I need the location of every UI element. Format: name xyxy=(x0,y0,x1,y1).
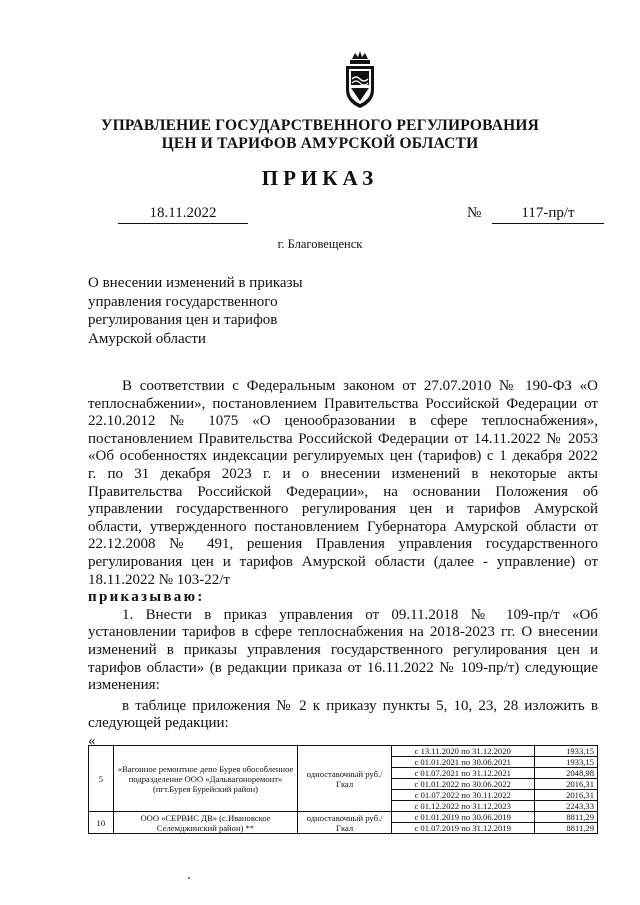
preamble-line: постановлением Правительства Российской Федерации от 14.11.2022 № 2053 xyxy=(88,430,598,447)
organization-name-line-2: ЦЕН И ТАРИФОВ АМУРСКОЙ ОБЛАСТИ xyxy=(161,135,479,152)
preamble-line: теплоснабжении», постановлением Правительства Российской Федерации от xyxy=(88,395,598,412)
subject-line: регулирования цен и тарифов xyxy=(88,312,278,328)
tariff-value-cell: 2016,31 xyxy=(534,779,597,790)
item-1-line: изменений в приказы управления государственного регулирования цен и xyxy=(88,641,598,658)
city-name: г. Благовещенск xyxy=(277,237,363,251)
preamble-line: 22.10.2012 № 1075 «О ценообразовании в сфере теплоснабжения», xyxy=(88,413,598,430)
number-sign: № xyxy=(467,205,482,221)
subject-line: О внесении изменений в приказы xyxy=(88,275,303,291)
period-cell: с 01.07.2021 по 31.12.2021 xyxy=(391,768,534,779)
tariff-type-cell: одноставочный руб./Гкал xyxy=(298,746,391,812)
tariffs-table xyxy=(88,745,598,834)
preamble-line: управлении государственного регулирования цен и тарифов Амурской xyxy=(88,501,598,518)
preamble-line: области, утвержденного постановлением Губернатора Амурской области от xyxy=(88,518,598,535)
document-type-title: ПРИКАЗ xyxy=(261,166,379,190)
row-number: 5 xyxy=(89,746,114,812)
item-1-line: изменения: xyxy=(88,677,160,694)
preamble-line: регулирования цен и тарифов Амурской области (далее - управление) от xyxy=(88,553,598,570)
preamble-line: 22.12.2008 № 491, решения Правления управления государственного xyxy=(88,536,598,553)
period-cell: с 01.07.2022 по 30.11.2022 xyxy=(391,790,534,801)
tariff-value-cell: 1933,15 xyxy=(534,746,597,757)
tariff-type-cell: одноставочный руб./Гкал xyxy=(298,812,391,834)
order-date: 18.11.2022 xyxy=(118,205,248,224)
organization-cell: «Вагонное ремонтное депо Бурея обособленное подразделение ООО «Дальвагоноремонт» (пгт.Бурея Бурейский район) xyxy=(113,746,298,812)
item-1-line: 1. Внести в приказ управления от 09.11.2018 № 109-пр/т «Об xyxy=(122,606,598,623)
order-subject xyxy=(88,274,328,348)
table-row xyxy=(89,812,598,823)
preamble-line: г. по 31 декабря 2023 г. и о внесении изменений в некоторые акты xyxy=(88,465,598,482)
tariff-value-cell: 2243,33 xyxy=(534,801,597,812)
tariff-value-cell: 2016,31 xyxy=(534,790,597,801)
period-cell: с 01.01.2021 по 30.06.2021 xyxy=(391,757,534,768)
order-number: 117-пр/т xyxy=(492,205,604,224)
row-number: 10 xyxy=(89,812,114,834)
tariff-value-cell: 1933,15 xyxy=(534,757,597,768)
preamble-line: 18.11.2022 № 103-22/т xyxy=(88,571,230,588)
period-cell: с 01.01.2022 по 30.06.2022 xyxy=(391,779,534,790)
tariff-value-cell: 8811,29 xyxy=(534,823,597,834)
table-intro-line: в таблице приложения № 2 к приказу пункты 5, 10, 23, 28 изложить в xyxy=(122,697,598,714)
subject-line: Амурской области xyxy=(88,330,206,347)
preamble-paragraph xyxy=(88,378,598,750)
period-cell: с 13.11.2020 по 31.12.2020 xyxy=(391,746,534,757)
organization-name-line-1: УПРАВЛЕНИЕ ГОСУДАРСТВЕННОГО РЕГУЛИРОВАНИЯ xyxy=(101,117,539,134)
tariff-value-cell: 2048,98 xyxy=(534,768,597,779)
coat-of-arms-emblem xyxy=(342,50,378,110)
period-cell: с 01.01.2019 по 30.06.2019 xyxy=(391,812,534,823)
item-1-line: установлении тарифов в сфере теплоснабжения на 2018-2023 гг. О внесении xyxy=(88,624,598,641)
period-cell: с 01.12.2022 по 31.12.2023 xyxy=(391,801,534,812)
table-row xyxy=(89,746,598,757)
table-intro-line: следующей редакции: xyxy=(88,715,229,732)
preamble-line: «Об особенностях индексации регулируемых цен (тарифов) с 1 декабря 2022 xyxy=(88,448,598,465)
organization-cell: ООО «СЕРВИС ДВ» (с.Ивановское Селемджинский район) ** xyxy=(113,812,298,834)
preamble-line: В соответствии с Федеральным законом от 27.07.2010 № 190-ФЗ «О xyxy=(122,378,598,394)
item-1-line: тарифов области» (в редакции приказа от 16.11.2022 № 109-пр/т) следующие xyxy=(88,659,598,676)
opening-quote: « xyxy=(88,732,96,749)
prikazyvayu-heading: приказываю: xyxy=(88,589,205,606)
tariff-value-cell: 8811,29 xyxy=(534,812,597,823)
preamble-line: Правительства Российской Федерации», на основании Положения об xyxy=(88,483,598,500)
period-cell: с 01.07.2019 по 31.12.2019 xyxy=(391,823,534,834)
subject-line: управления государственного xyxy=(88,293,278,310)
scan-speck xyxy=(188,877,190,879)
